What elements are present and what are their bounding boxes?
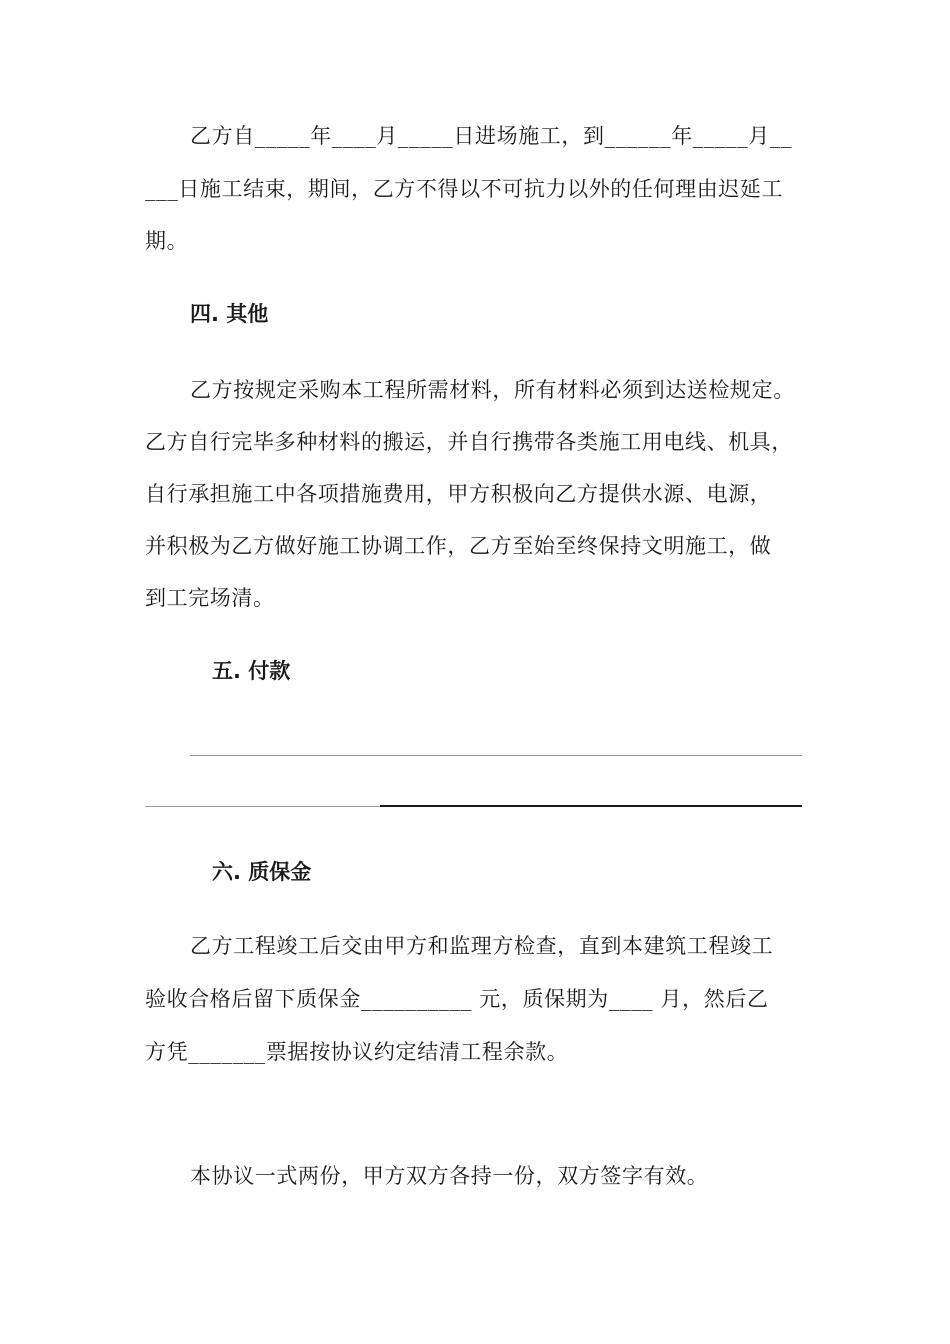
paragraph-line: 验收合格后留下质保金__________ 元，质保期为____ 月，然后乙 [145, 987, 769, 1011]
section-heading-payment: 五. 付款 [212, 659, 291, 683]
paragraph-line: 到工完场清。 [145, 586, 275, 610]
paragraph-line: 乙方按规定采购本工程所需材料，所有材料必须到达送检规定。 [190, 378, 795, 402]
section-heading-other: 四. 其他 [190, 302, 269, 326]
paragraph-line: 期。 [145, 229, 189, 253]
blank-fill-line [380, 805, 802, 807]
paragraph-line: 自行承担施工中各项措施费用，甲方积极向乙方提供水源、电源， [145, 482, 772, 506]
paragraph-line: 乙方自_____年____月_____日进场施工，到______年_____月__ [190, 124, 793, 148]
section-heading-warranty-deposit: 六. 质保金 [212, 860, 312, 884]
paragraph-line: ___日施工结束，期间，乙方不得以不可抗力以外的任何理由迟延工 [145, 177, 784, 201]
closing-statement: 本协议一式两份，甲方双方各持一份，双方签字有效。 [190, 1164, 709, 1188]
blank-fill-line [190, 755, 802, 756]
blank-fill-line [145, 806, 380, 807]
paragraph-line: 方凭_______票据按协议约定结清工程余款。 [145, 1040, 569, 1064]
paragraph-line: 乙方自行完毕多种材料的搬运，并自行携带各类施工用电线、机具， [145, 430, 793, 454]
paragraph-line: 并积极为乙方做好施工协调工作，乙方至始至终保持文明施工，做 [145, 534, 772, 558]
paragraph-line: 乙方工程竣工后交由甲方和监理方检查，直到本建筑工程竣工 [190, 934, 774, 958]
